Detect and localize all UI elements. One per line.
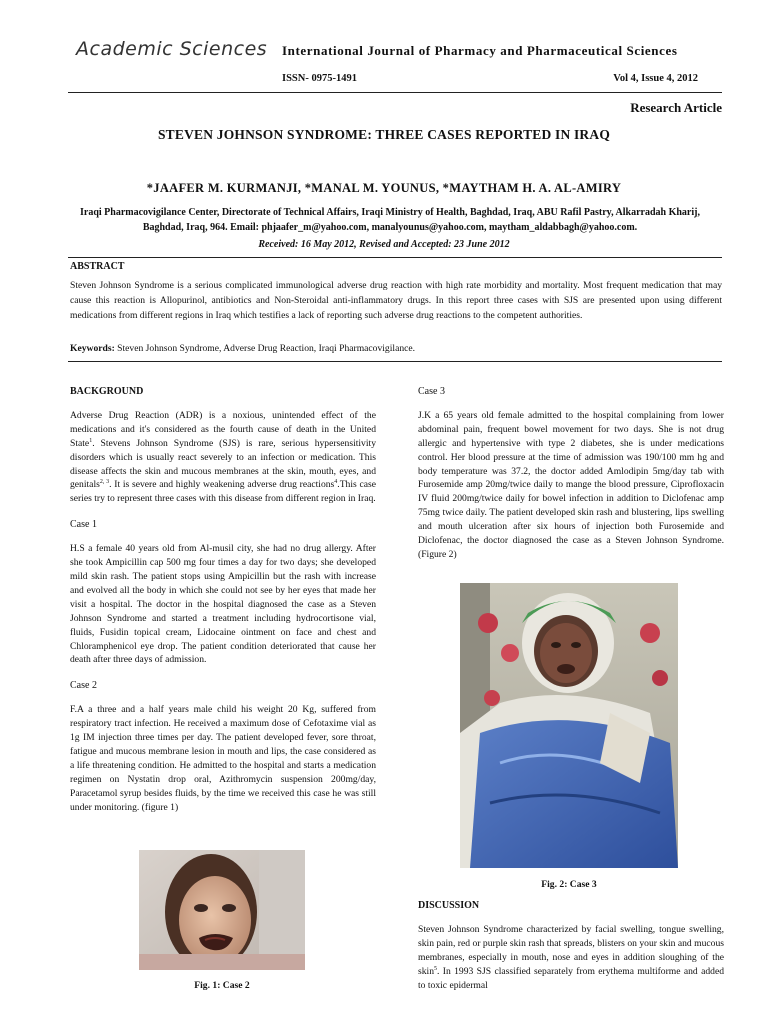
background-paragraph [70, 409, 376, 506]
citation: 1 [89, 437, 93, 444]
child-photo-image [139, 850, 305, 970]
issn: ISSN- 0975-1491 [282, 73, 357, 84]
citation: 2, 3 [99, 479, 110, 486]
patient-photo-image [460, 583, 678, 868]
background-text-c: . It is severe and highly weakening adverse drug reactions [109, 479, 335, 491]
figure-1-photo [139, 850, 305, 970]
article-type: Research Article [630, 100, 722, 115]
journal-title: International Journal of Pharmacy and Pharmaceutical Sciences [282, 43, 678, 58]
case1-heading: Case 1 [70, 519, 97, 531]
discussion-paragraph [418, 923, 724, 993]
right-column [418, 385, 724, 562]
background-heading: BACKGROUND [70, 386, 144, 397]
citation: 4 [334, 479, 338, 486]
figure-1-caption: Fig. 1: Case 2 [194, 980, 250, 991]
keywords [70, 343, 415, 354]
discussion-section [418, 899, 724, 992]
abstract-bottom-rule [68, 361, 722, 362]
abstract-text: Steven Johnson Syndrome is a serious complicated immunological adverse drug reaction with high rate morbidity and mortality. Most frequent medication that may cause this reaction is Allopurinol, antibiotics and Non-Steroidal anti-inflammatory drugs. In this report three cases with SJS are presented upon using different medications from different regions in Iraq which testifies a lack of reporting such adverse drug reactions to the competent authorities. [70, 280, 722, 321]
case2-heading: Case 2 [70, 680, 97, 692]
affiliation: Iraqi Pharmacovigilance Center, Directorate of Technical Affairs, Iraqi Ministry of Health, Baghdad, Iraq, ABU Rafil Pastry, Alkarradah Kharij, Baghdad, Iraq, 964. Email: phjaafer_m@yahoo.com, manalyounus@yahoo.com, maytham_aldabbagh@yahoo.com. [80, 207, 700, 233]
header-rule [68, 92, 722, 93]
background-text-a: Adverse Drug Reaction (ADR) is a noxious, unintended effect of the medications and it's considered as the fourth cause of death in the United State [70, 409, 376, 449]
discussion-text-a: Steven Johnson Syndrome characterized by facial swelling, tongue swelling, skin pain, red or purple skin rash that spreads, blisters on your skin and mucous membranes, especially in mouth, nose and eyes in addition sloughing of the skin [418, 923, 724, 977]
citation: 5 [434, 965, 437, 972]
discussion-text-b: . In 1993 SJS classified separately from erythema multiforme and added to toxic epidermal [418, 965, 724, 991]
left-column [70, 385, 376, 814]
figure-2-photo [460, 583, 678, 868]
paper-title: STEVEN JOHNSON SYNDROME: THREE CASES REPORTED IN IRAQ [157, 127, 611, 142]
case2-text: F.A a three and a half years male child his weight 20 Kg, suffered from respiratory tract infection. He received a maximum dose of Cefotaxime vial as 1g IM injection three times per day. The patient developed fever, sore throat, fatigue and mucous membrane lesion in mouth and lips, the case considered as a life threatening condition. He admitted to the hospital and starts a medication regimen on Nystatin drop oral, Azithromycin suspension 200mg/day, Paracetamol syrup besides fluids, by the time we received this case he was still under monitoring. (figure 1) [70, 704, 376, 813]
keywords-text: Steven Johnson Syndrome, Adverse Drug Reaction, Iraqi Pharmacovigilance. [114, 343, 416, 354]
abstract-heading: ABSTRACT [70, 261, 125, 272]
keywords-label: Keywords: [70, 343, 115, 354]
authors: *JAAFER M. KURMANJI, *MANAL M. YOUNUS, *MAYTHAM H. A. AL-AMIRY [146, 181, 622, 195]
background-text-d: .This case series try to represent three cases with this disease from different region in Iraq. [70, 479, 376, 505]
case3-text: J.K a 65 years old female admitted to the hospital complaining from lower abdominal pain, frequent bowel movement for two days. She is not drug allergic and hypertensive with type 2 diabetes, she is under medications control. Her blood pressure at the time of admission was 190/100 mm hg and body temperature was 37.2, the doctor added Amlodipin 5mg/day tab with Furosemide amp 20mg/twice daily to mange the blood pressure, Ciprofloxacin IV fluid 200mg/twice daily for bowel infection in addition to Diclofenac amp 75mg twice daily. The patient developed skin rash and blustering, lips swelling and mouth ulceration after six hours of injection both Furosemide and Diclofenac, the doctor diagnosed the case as a Steven Johnson Syndrome. (Figure 2) [418, 409, 724, 560]
case1-text: H.S a female 40 years old from Al-musil city, she had no drug allergy. After she took Ampicillin cap 500 mg four times a day for two days; she developed mild skin rash. The patient stops using Ampicillin but the rash with increase and evolved all the body in which she could not see by her eyes that made her visit a hospital. The doctor in the hospital diagnosed the case as a Steven Johnson Syndrome and started a treatment including hydrocortisone vial, fluids, Fusidin topical cream, Lidocaine ointment on face and chest and Chloramphenicol eye drop. The patient condition deteriorated that cause her death after three days of admission. [70, 543, 376, 666]
background-text-b: . Stevens Johnson Syndrome (SJS) is rare, serious hypersensitivity disorders which is usually react severely to an infection or medication. This disease affects the skin and mucous membranes at the skin, mouth, eyes, and genitals [70, 437, 376, 491]
abstract-top-rule [68, 257, 722, 258]
case3-heading: Case 3 [418, 386, 445, 397]
figure-2-caption: Fig. 2: Case 3 [541, 879, 597, 890]
publisher-logo: Academic Sciences [76, 38, 268, 60]
discussion-heading: DISCUSSION [418, 900, 480, 911]
received-dates: Received: 16 May 2012, Revised and Accepted: 23 June 2012 [258, 239, 510, 250]
volume-issue: Vol 4, Issue 4, 2012 [613, 73, 698, 84]
